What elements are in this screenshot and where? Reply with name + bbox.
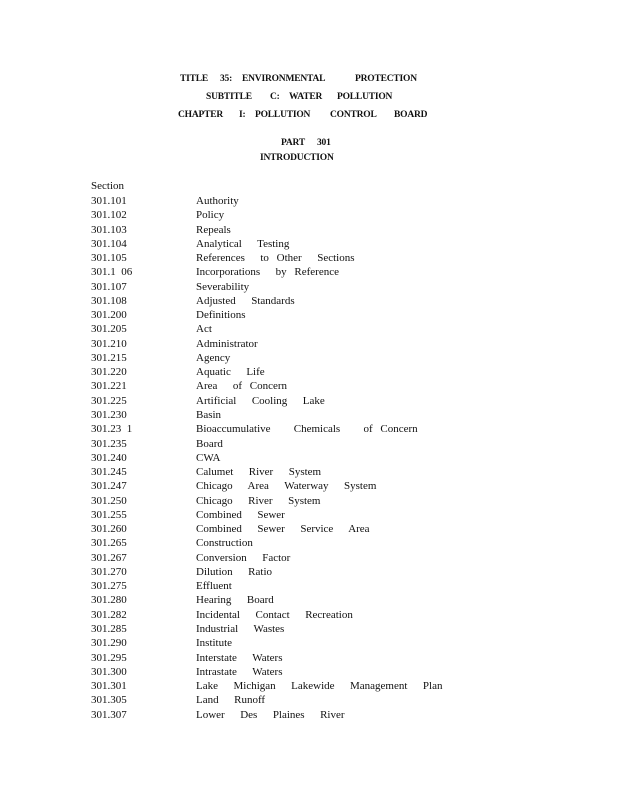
toc-row bbox=[91, 208, 511, 222]
section-number: 301.247 bbox=[91, 480, 127, 493]
section-number: 301.295 bbox=[91, 651, 127, 664]
toc-row bbox=[91, 508, 511, 522]
toc-row bbox=[91, 379, 511, 393]
toc-row bbox=[91, 479, 511, 493]
section-number: 301.245 bbox=[91, 466, 127, 479]
toc-row bbox=[91, 351, 511, 365]
section-title: Chicago Area Waterway System bbox=[196, 480, 377, 493]
subtitle-label: SUBTITLE bbox=[206, 92, 252, 102]
toc-row bbox=[91, 437, 511, 451]
subtitle-word-1: WATER bbox=[289, 92, 323, 102]
section-title: Intrastate Waters bbox=[196, 665, 283, 678]
toc-row bbox=[91, 693, 511, 707]
toc-row bbox=[91, 593, 511, 607]
section-number: 301.285 bbox=[91, 622, 127, 635]
section-number: 301.108 bbox=[91, 294, 127, 307]
title-number: 35: bbox=[220, 74, 233, 84]
section-number: 301.250 bbox=[91, 494, 127, 507]
section-number: 301.300 bbox=[91, 665, 127, 678]
toc-row bbox=[91, 308, 511, 322]
section-title: Dilution Ratio bbox=[196, 565, 272, 578]
toc-row bbox=[91, 522, 511, 536]
toc-row bbox=[91, 622, 511, 636]
section-number: 301.1 06 bbox=[91, 266, 133, 279]
section-number: 301.220 bbox=[91, 366, 127, 379]
section-title: Calumet River System bbox=[196, 466, 322, 479]
part-label: PART bbox=[281, 138, 306, 148]
toc-row bbox=[91, 494, 511, 508]
section-number: 301.290 bbox=[91, 637, 127, 650]
section-title: Effluent bbox=[196, 580, 232, 593]
section-number: 301.267 bbox=[91, 551, 127, 564]
toc-row bbox=[91, 408, 511, 422]
section-number: 301.215 bbox=[91, 351, 127, 364]
section-heading: Section bbox=[91, 180, 124, 192]
section-number: 301.260 bbox=[91, 523, 127, 536]
toc-row bbox=[91, 394, 511, 408]
section-number: 301.23 1 bbox=[91, 423, 133, 436]
section-number: 301.305 bbox=[91, 694, 127, 707]
toc-row bbox=[91, 280, 511, 294]
section-title: Chicago River System bbox=[196, 494, 321, 507]
section-title: Authority bbox=[196, 195, 239, 207]
title-label: TITLE bbox=[180, 74, 209, 84]
section-title: Artificial Cooling Lake bbox=[196, 394, 325, 407]
toc-row bbox=[91, 636, 511, 650]
part-number: 301 bbox=[317, 138, 331, 148]
section-number: 301.301 bbox=[91, 680, 127, 693]
section-title: Agency bbox=[196, 351, 231, 364]
section-title: Land Runoff bbox=[196, 694, 266, 707]
section-number: 301.275 bbox=[91, 580, 127, 593]
toc-row bbox=[91, 565, 511, 579]
section-title: Lake Michigan Lakewide Management Plan bbox=[196, 680, 443, 693]
section-title: CWA bbox=[196, 451, 221, 464]
chapter-label: CHAPTER bbox=[178, 110, 224, 120]
section-title: Area of Concern bbox=[196, 380, 288, 393]
toc-row bbox=[91, 194, 511, 208]
chapter-word-2: CONTROL bbox=[330, 110, 377, 120]
section-title: Board bbox=[196, 437, 223, 450]
section-title: Incorporations by Reference bbox=[196, 266, 339, 279]
subtitle-letter: C: bbox=[270, 92, 280, 102]
section-number: 301.221 bbox=[91, 380, 127, 393]
section-number: 301.307 bbox=[91, 708, 127, 721]
table-of-contents bbox=[91, 194, 511, 722]
section-number: 301.101 bbox=[91, 195, 127, 207]
toc-row bbox=[91, 265, 511, 279]
toc-row bbox=[91, 679, 511, 693]
section-number: 301.225 bbox=[91, 394, 127, 407]
part-title: INTRODUCTION bbox=[260, 153, 334, 163]
section-number: 301.265 bbox=[91, 537, 127, 550]
section-number: 301.230 bbox=[91, 408, 127, 421]
section-number: 301.104 bbox=[91, 237, 127, 250]
section-number: 301.235 bbox=[91, 437, 127, 450]
toc-row bbox=[91, 322, 511, 336]
toc-row bbox=[91, 551, 511, 565]
toc-row bbox=[91, 337, 511, 351]
toc-row bbox=[91, 579, 511, 593]
section-title: Basin bbox=[196, 408, 222, 421]
section-number: 301.270 bbox=[91, 565, 127, 578]
section-title: Policy bbox=[196, 209, 225, 222]
toc-row bbox=[91, 365, 511, 379]
chapter-word-1: POLLUTION bbox=[255, 110, 311, 120]
toc-row bbox=[91, 665, 511, 679]
section-title: Definitions bbox=[196, 309, 246, 322]
toc-row bbox=[91, 223, 511, 237]
section-number: 301.240 bbox=[91, 451, 127, 464]
toc-row bbox=[91, 536, 511, 550]
section-title: Administrator bbox=[196, 337, 258, 350]
toc-row bbox=[91, 451, 511, 465]
section-title: Aquatic Life bbox=[196, 366, 265, 379]
title-word-2: PROTECTION bbox=[355, 74, 417, 84]
section-title: Act bbox=[196, 323, 212, 336]
toc-row bbox=[91, 708, 511, 722]
toc-row bbox=[91, 422, 511, 436]
section-title: Bioaccumulative Chemicals of Concern bbox=[196, 423, 418, 436]
section-title: Interstate Waters bbox=[196, 651, 283, 664]
section-number: 301.205 bbox=[91, 323, 127, 336]
section-title: Adjusted Standards bbox=[196, 294, 295, 307]
section-number: 301.280 bbox=[91, 594, 127, 607]
section-title: Conversion Factor bbox=[196, 551, 291, 564]
section-title: Institute bbox=[196, 637, 233, 650]
title-word-1: ENVIRONMENTAL bbox=[242, 74, 326, 84]
section-title: Analytical Testing bbox=[196, 237, 290, 250]
section-title: Lower Des Plaines River bbox=[196, 708, 345, 721]
section-number: 301.255 bbox=[91, 508, 127, 521]
section-title: Combined Sewer Service Area bbox=[196, 523, 370, 536]
section-title: Combined Sewer bbox=[196, 508, 285, 521]
section-number: 301.210 bbox=[91, 337, 127, 350]
section-title: Severability bbox=[196, 280, 250, 293]
chapter-number: I: bbox=[239, 110, 246, 120]
section-title: Incidental Contact Recreation bbox=[196, 608, 353, 621]
section-title: Repeals bbox=[196, 223, 231, 236]
section-number: 301.200 bbox=[91, 309, 127, 322]
toc-row bbox=[91, 651, 511, 665]
section-number: 301.103 bbox=[91, 223, 127, 236]
toc-row bbox=[91, 608, 511, 622]
subtitle-word-2: POLLUTION bbox=[337, 92, 393, 102]
toc-row bbox=[91, 294, 511, 308]
section-title: Construction bbox=[196, 537, 253, 550]
section-title: References to Other Sections bbox=[196, 252, 355, 265]
toc-row bbox=[91, 251, 511, 265]
section-number: 301.102 bbox=[91, 209, 127, 222]
section-number: 301.107 bbox=[91, 280, 127, 293]
section-title: Hearing Board bbox=[196, 594, 274, 607]
toc-row bbox=[91, 237, 511, 251]
toc-row bbox=[91, 465, 511, 479]
section-number: 301.282 bbox=[91, 608, 127, 621]
section-title: Industrial Wastes bbox=[196, 622, 285, 635]
chapter-word-3: BOARD bbox=[394, 110, 428, 120]
section-number: 301.105 bbox=[91, 252, 127, 265]
